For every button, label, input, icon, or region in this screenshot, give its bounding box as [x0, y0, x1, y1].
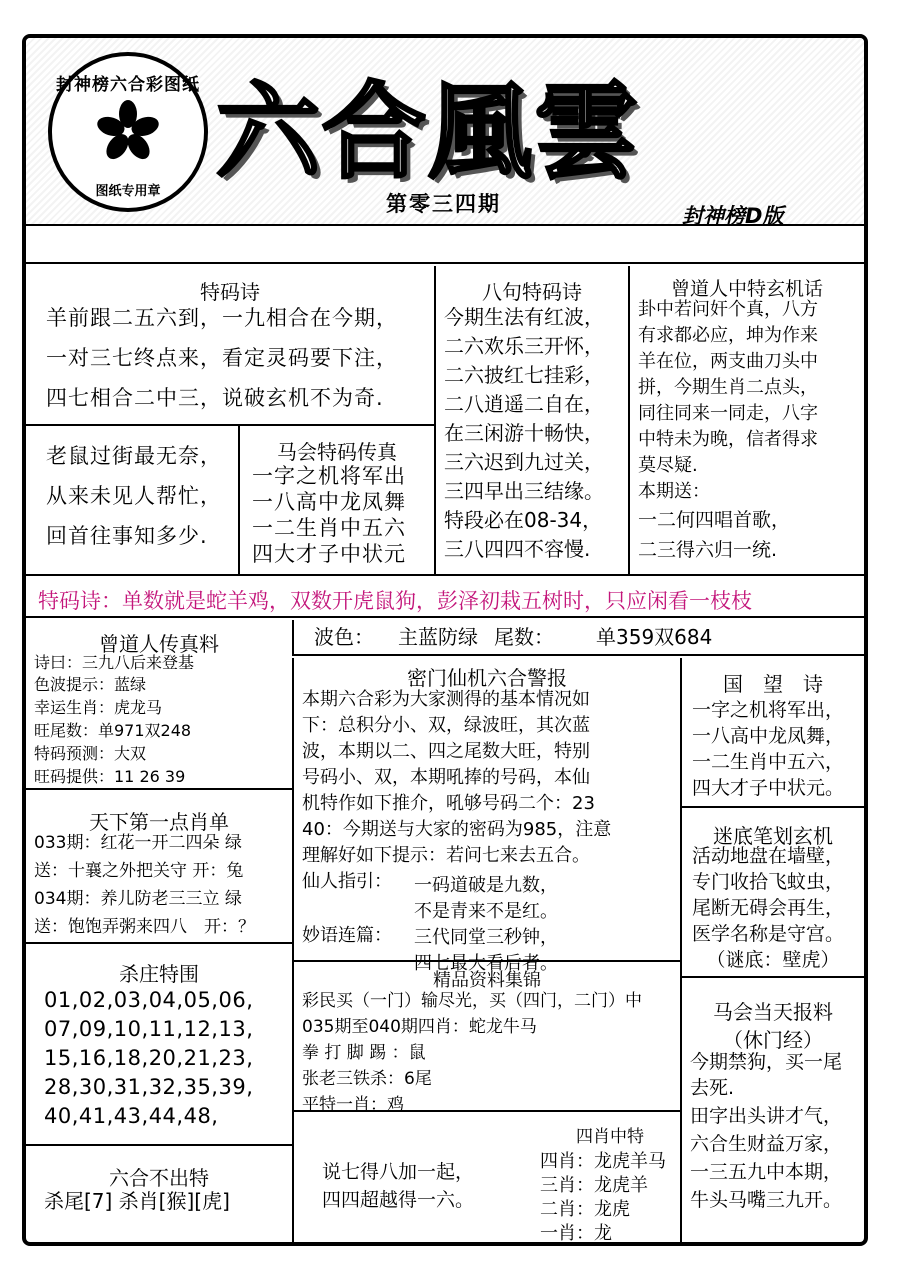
mahui-today-title: 马会当天报料 — [713, 1000, 833, 1024]
shuoqi-line: 说七得八加一起， — [322, 1161, 475, 1183]
tianxia-line: 033期：红花一开二四朵 绿 — [34, 833, 242, 853]
eight-poem-line: 二六披红七挂彩， — [444, 363, 604, 387]
buchu-line: 杀尾[7] 杀肖[猴][虎] — [44, 1189, 230, 1213]
shazhuang-line: 40,41,43,44,48, — [44, 1104, 219, 1128]
jingpin-line: 张老三铁杀：6尾 — [302, 1069, 432, 1089]
mimen-verse-line: 三代同堂三秒钟， — [414, 927, 558, 948]
seal-bottom-text: 图纸专用章 — [95, 184, 161, 199]
guowang-line: 四大才子中状元。 — [692, 777, 845, 799]
zeng-fax-line: 旺尾数：单971双248 — [34, 721, 192, 740]
mahui-today-line: 牛头马嘴三九开。 — [690, 1189, 843, 1211]
brand-title: 六合風雲 — [216, 70, 641, 193]
tail-label: 尾数： — [494, 625, 554, 649]
zeng-xuanji-line: 卦中若问奸个真，八方 — [638, 299, 818, 320]
eight-poem-line: 二六欢乐三开怀， — [444, 334, 604, 358]
zeng-xuanji-title: 曾道人中特玄机话 — [670, 278, 823, 300]
tema-poem-line: 羊前跟二五六到，一九相合在今期， — [46, 306, 398, 330]
mouse-poem-line: 老鼠过街最无奈， — [46, 444, 222, 468]
buchu-title: 六合不出特 — [109, 1166, 209, 1190]
eight-poem-line: 特段必在08-34， — [444, 508, 603, 532]
zeng-fax-line: 旺码提供：11 26 39 — [34, 767, 186, 786]
midi-title: 迷底笔划玄机 — [713, 824, 833, 848]
eight-poem-line: 二八逍遥二自在， — [444, 392, 604, 416]
tianxia-line: 送：十襄之外把关守 开：兔 — [34, 861, 244, 881]
sixiao-title: 四肖中特 — [576, 1127, 644, 1147]
shazhuang-box — [26, 942, 292, 1144]
guowang-box — [680, 658, 864, 806]
mahui-today-subtitle: （休门经） — [723, 1028, 823, 1052]
tema-banner-box — [26, 574, 864, 618]
bauhinia-flower-icon — [96, 100, 160, 164]
jingpin-line: 平特一肖：鸡 — [302, 1095, 404, 1115]
shuoqi-line: 四四超越得一六。 — [322, 1189, 475, 1211]
wave-tail-bar — [292, 620, 864, 656]
zeng-xuanji-line: 中特未为晚，信者得求 — [638, 429, 818, 450]
shazhuang-line: 15,16,18,20,21,23, — [44, 1046, 254, 1070]
tianxia-line: 034期：养儿防老三三立 绿 — [34, 889, 242, 909]
mimen-immortal-line: 不是青来不是红。 — [414, 901, 558, 922]
zeng-xuanji-send-line: 一二何四唱首歌， — [638, 509, 791, 531]
eight-poem-line: 三四早出三结缘。 — [444, 479, 604, 503]
mahui-tema-line: 四大才子中状元 — [252, 542, 406, 566]
mahui-today-box — [680, 976, 864, 1244]
mahui-today-line: 今期禁狗，买一尾 — [690, 1051, 843, 1073]
eight-poem-line: 三八四四不容慢. — [444, 537, 591, 561]
mouse-poem-line: 从来未见人帮忙， — [46, 484, 222, 508]
mahui-today-line: 去死. — [690, 1077, 735, 1099]
issue-number: 第零三四期 — [386, 192, 501, 216]
midi-line: 专门收拾飞蚊虫， — [692, 871, 845, 893]
zeng-xuanji-box — [628, 266, 864, 574]
mimen-immortal-line: 一码道破是九数， — [414, 875, 558, 896]
sixiao-line: 三肖：龙虎羊 — [540, 1175, 648, 1196]
wave-label: 波色： — [314, 625, 374, 649]
guowang-line: 一八高中龙凤舞， — [692, 725, 845, 747]
tema-poem-title: 特码诗 — [200, 280, 260, 304]
jingpin-line: 彩民买（一门）输尽光，买（四门，二门）中 — [302, 991, 642, 1011]
mimen-verse-line: 四七最大看后者。 — [414, 953, 558, 974]
jingpin-line: 035期至040期四肖：蛇龙牛马 — [302, 1017, 537, 1037]
eight-poem-line: 今期生法有红波， — [444, 305, 604, 329]
mahui-today-line: 一三五九中本期， — [690, 1161, 843, 1183]
newspaper-sheet — [22, 34, 868, 1246]
eight-poem-line: 三六迟到九过关， — [444, 450, 604, 474]
tema-poem-line: 四七相合二中三，说破玄机不为奇. — [46, 386, 384, 410]
eight-poem-title: 八句特码诗 — [482, 280, 582, 304]
zeng-fax-line: 诗曰：三九八后来登基 — [34, 653, 195, 672]
mimen-line: 下：总积分小、双，绿波旺，其次蓝 — [302, 715, 590, 736]
shazhuang-line: 01,02,03,04,05,06, — [44, 988, 254, 1012]
wave-value: 主蓝防绿 — [398, 625, 478, 649]
zeng-fax-line: 色波提示：蓝绿 — [34, 675, 147, 694]
mimen-line: 理解好如下提示：若问七来去五合。 — [302, 845, 590, 866]
jingpin-line: 拳 打 脚 踢 ：鼠 — [302, 1043, 426, 1063]
mahui-tema-line: 一二生肖中五六 — [252, 516, 406, 540]
mahui-today-line: 田字出头讲才气， — [690, 1105, 843, 1127]
mimen-line: 机特作如下推介，吼够号码二个：23 — [302, 793, 595, 814]
mimen-title: 密门仙机六合警报 — [407, 666, 567, 690]
midi-line: 医学名称是守宫。 — [692, 923, 845, 945]
tema-banner-text: 特码诗：单数就是蛇羊鸡，双数开虎鼠狗，彭泽初栽五树时，只应闲看一枝枝 — [38, 589, 752, 613]
guowang-line: 一字之机将军出， — [692, 699, 845, 721]
mimen-line: 本期六合彩为大家测得的基本情况如 — [302, 689, 590, 710]
sixiao-line: 一肖：龙 — [540, 1223, 612, 1244]
tema-poem-box — [26, 266, 434, 424]
zeng-fax-title: 曾道人传真料 — [99, 632, 219, 656]
zeng-xuanji-line: 拼，今期生肖二点头， — [638, 377, 818, 398]
shazhuang-line: 07,09,10,11,12,13, — [44, 1017, 254, 1041]
tianxia-line: 送：饱饱弄粥来四八 开：？ — [34, 917, 255, 937]
zeng-xuanji-line: 羊在位，两支曲刀头中 — [638, 351, 818, 372]
zeng-fax-line: 特码预测：大双 — [34, 744, 147, 763]
midi-line: 活动地盘在墙壁， — [692, 845, 845, 867]
mouse-poem-box — [26, 424, 238, 574]
shazhuang-line: 28,30,31,32,35,39, — [44, 1075, 254, 1099]
zeng-xuanji-send-label: 本期送： — [638, 481, 710, 502]
mimen-line: 40：今期送与大家的密码为985，注意 — [302, 819, 612, 840]
tianxia-box — [26, 788, 292, 942]
tail-value: 单359双684 — [596, 625, 713, 649]
mahui-tema-line: 一八高中龙凤舞 — [252, 490, 406, 514]
zeng-xuanji-line: 有求都必应，坤为作来 — [638, 325, 818, 346]
bottom-middle-box — [292, 1110, 680, 1244]
tianxia-title: 天下第一点肖单 — [89, 810, 229, 834]
guowang-line: 一二生肖中五六， — [692, 751, 845, 773]
mimen-verse-label: 妙语连篇： — [302, 925, 392, 946]
mimen-box — [292, 658, 680, 974]
mimen-line: 波，本期以二、四之尾数大旺，特别 — [302, 741, 590, 762]
edition-label: 封神榜D版 — [682, 204, 784, 228]
mimen-line: 号码小、双，本期吼捧的号码，本仙 — [302, 767, 590, 788]
mahui-tema-line: 一字之机将军出 — [252, 464, 406, 488]
tema-poem-line: 一对三七终点来，看定灵码要下注， — [46, 346, 398, 370]
guowang-title: 国 望 诗 — [723, 672, 823, 696]
zeng-fax-box — [26, 620, 292, 788]
mouse-poem-line: 回首往事知多少. — [46, 524, 208, 548]
shazhuang-title: 杀庄特围 — [119, 962, 199, 986]
mahui-tema-box — [238, 424, 434, 574]
midi-answer: （谜底：壁虎） — [706, 949, 840, 971]
mahui-tema-title: 马会特码传真 — [277, 440, 397, 464]
seal-top-text: 封神榜六合彩图纸 — [56, 75, 200, 95]
eight-poem-box — [434, 266, 628, 574]
buchu-box — [26, 1144, 292, 1244]
zeng-xuanji-line: 莫尽疑. — [638, 455, 698, 476]
masthead — [26, 38, 864, 226]
midi-box — [680, 806, 864, 978]
mahui-today-line: 六合生财益万家， — [690, 1133, 843, 1155]
jingpin-title: 精品资料集锦 — [433, 970, 541, 991]
midi-line: 尾断无碍会再生， — [692, 897, 845, 919]
mimen-immortal-label: 仙人指引： — [302, 871, 392, 892]
zeng-xuanji-line: 同往同来一同走，八字 — [638, 403, 818, 424]
eight-poem-line: 在三闲游十畅快， — [444, 421, 604, 445]
official-seal — [48, 52, 208, 212]
blank-strip — [26, 228, 864, 264]
zeng-xuanji-send-line: 二三得六归一统. — [638, 539, 778, 561]
sixiao-line: 四肖：龙虎羊马 — [540, 1151, 666, 1172]
sixiao-line: 二肖：龙虎 — [540, 1199, 630, 1220]
zeng-fax-line: 幸运生肖：虎龙马 — [34, 698, 163, 717]
